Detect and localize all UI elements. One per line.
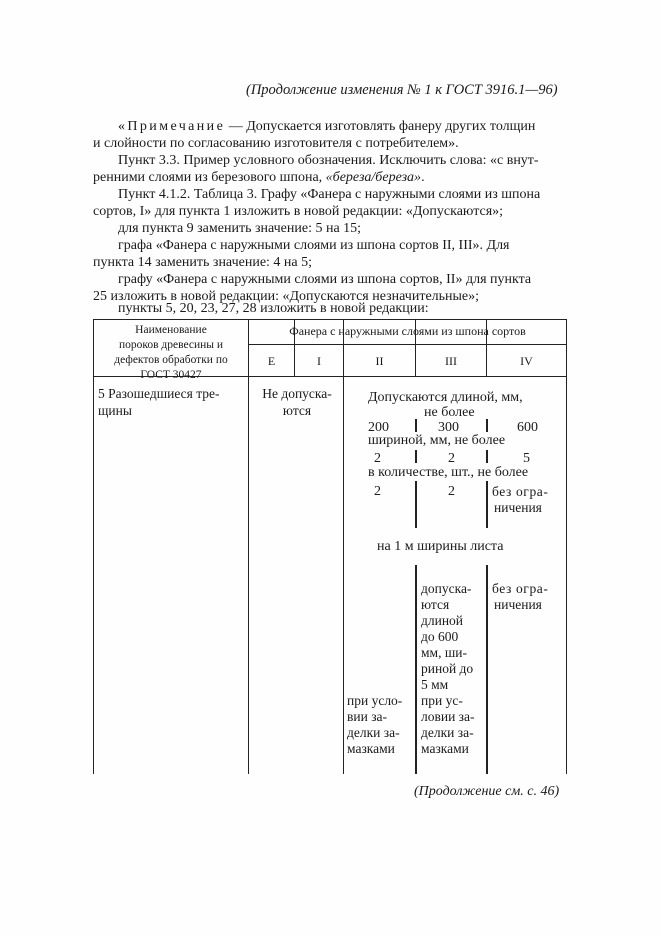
col-defect-name-header xyxy=(95,323,247,383)
table-group-header-divider xyxy=(248,344,567,345)
col-iii-line-3: длиной xyxy=(421,613,464,628)
width-label: шириной, мм, не более xyxy=(368,433,506,448)
p412-line-4: графа «Фанера с наружными слоями из шпона сортов II, III». Для xyxy=(118,238,510,253)
col-iii-line-7: 5 мм xyxy=(421,677,449,692)
grade-iv-header: IV xyxy=(520,354,533,368)
col-iii-line-5: мм, ши- xyxy=(421,645,467,660)
cond-ii-line-2: вии за- xyxy=(347,709,388,724)
p33-line-2-a: ренними слоями из березового шпона, xyxy=(93,170,326,185)
per-sheet-width-label: на 1 м ширины листа xyxy=(377,539,504,554)
grade-iii-header: III xyxy=(445,354,457,368)
col0-header-line-1: Наименование xyxy=(135,324,207,336)
grade-ii-header: II xyxy=(375,354,384,368)
grade-e-header: E xyxy=(267,354,276,368)
table-col-divider-1 xyxy=(248,319,249,774)
p412-line-5: пункта 14 заменить значение: 4 на 5; xyxy=(93,255,313,270)
col-e-i-line-1: Не допуска- xyxy=(262,386,332,401)
plywood-grades-group-header: Фанера с наружными слоями из шпона сортов xyxy=(289,324,526,338)
cond-iii-line-1: при ус- xyxy=(421,693,463,708)
note-line-1-rest: — Допускается изготовлять фанеру других толщин xyxy=(225,119,536,134)
not-more-label: не более xyxy=(424,405,475,420)
note-line-1 xyxy=(118,118,535,135)
col0-header-line-3: дефектов обработки по xyxy=(114,354,228,366)
no-limit-iv-line-1: без огра- xyxy=(492,484,549,499)
p412-line-7: 25 изложить в новой редакции: «Допускаются незначительные»; xyxy=(93,289,480,304)
table-top-border xyxy=(93,319,567,320)
p412-line-8: пункты 5, 20, 23, 27, 28 изложить в новой редакции: xyxy=(118,301,429,316)
page-header: (Продолжение изменения № 1 к ГОСТ 3916.1—96) xyxy=(246,82,558,98)
row-defect-name-line-2: щины xyxy=(98,403,132,418)
note-label: «Примечание xyxy=(118,119,226,134)
cond-iii-line-4: мазками xyxy=(421,741,469,756)
quantity-value-ii: 2 xyxy=(374,484,381,499)
col-iii-line-1: допуска- xyxy=(421,581,472,596)
col-iv-line-2: ничения xyxy=(494,597,542,612)
col0-header-line-4: ГОСТ 30427 xyxy=(140,369,202,381)
note-line-2: и слойности по согласованию изготовителя с потребителем». xyxy=(93,136,459,151)
p33-line-2 xyxy=(93,169,425,186)
table-left-border xyxy=(93,319,94,774)
length-value-iv: 600 xyxy=(517,420,538,435)
width-value-ii: 2 xyxy=(374,451,381,466)
table-right-border xyxy=(566,319,567,774)
no-limit-iv-line-2: ничения xyxy=(494,500,542,515)
p33-line-2-c: . xyxy=(421,170,425,185)
divider-iii-iv-width xyxy=(486,450,488,463)
col0-header-line-2: пороков древесины и xyxy=(118,339,224,351)
cond-iii-line-2: ловии за- xyxy=(421,709,475,724)
col-iii-line-2: ются xyxy=(421,597,450,612)
cond-ii-line-3: делки за- xyxy=(347,725,400,740)
p33-line-2-b: «береза/береза» xyxy=(325,170,422,185)
col-iv-line-1: без огра- xyxy=(492,581,549,596)
col-e-i-line-2: ются xyxy=(282,403,312,418)
p412-line-6: графу «Фанера с наружными слоями из шпона сортов, II» для пункта xyxy=(118,272,532,287)
cond-ii-line-1: при усло- xyxy=(347,693,403,708)
divider-ii-iii-lower xyxy=(415,565,417,774)
p33-line-1: Пункт 3.3. Пример условного обозначения. Исключить слова: «с внут- xyxy=(118,153,539,168)
p412-line-1: Пункт 4.1.2. Таблица 3. Графу «Фанера с наружными слоями из шпона xyxy=(118,187,541,202)
defects-table xyxy=(93,319,567,774)
p412-line-2: сортов, I» для пункта 1 изложить в новой редакции: «Допускаются»; xyxy=(93,204,504,219)
divider-ii-iii-quantity xyxy=(415,481,417,528)
divider-iii-iv-lower xyxy=(486,565,488,774)
table-col-divider-3 xyxy=(343,319,344,774)
divider-iii-iv-quantity xyxy=(486,481,488,528)
p412-line-3: для пункта 9 заменить значение: 5 на 15; xyxy=(118,221,362,236)
col-iii-line-6: риной до xyxy=(421,661,474,676)
divider-iii-iv-length xyxy=(486,419,488,432)
grade-i-header: I xyxy=(317,354,321,368)
quantity-label: в количестве, шт., не более xyxy=(368,465,529,480)
length-value-iii: 300 xyxy=(438,420,459,435)
cond-iii-line-3: делки за- xyxy=(421,725,474,740)
row-defect-name-line-1: 5 Разошедшиеся тре- xyxy=(98,386,220,401)
cond-ii-line-4: мазками xyxy=(347,741,395,756)
allowed-length-label: Допускаются длиной, мм, xyxy=(368,390,523,405)
page-footer-continuation: (Продолжение см. с. 46) xyxy=(414,784,560,799)
quantity-value-iii: 2 xyxy=(448,484,455,499)
divider-ii-iii-width xyxy=(415,450,417,463)
col-iii-line-4: до 600 xyxy=(421,629,459,644)
width-value-iii: 2 xyxy=(448,451,455,466)
divider-ii-iii-length xyxy=(415,419,417,432)
width-value-iv: 5 xyxy=(523,451,530,466)
length-value-ii: 200 xyxy=(368,420,389,435)
